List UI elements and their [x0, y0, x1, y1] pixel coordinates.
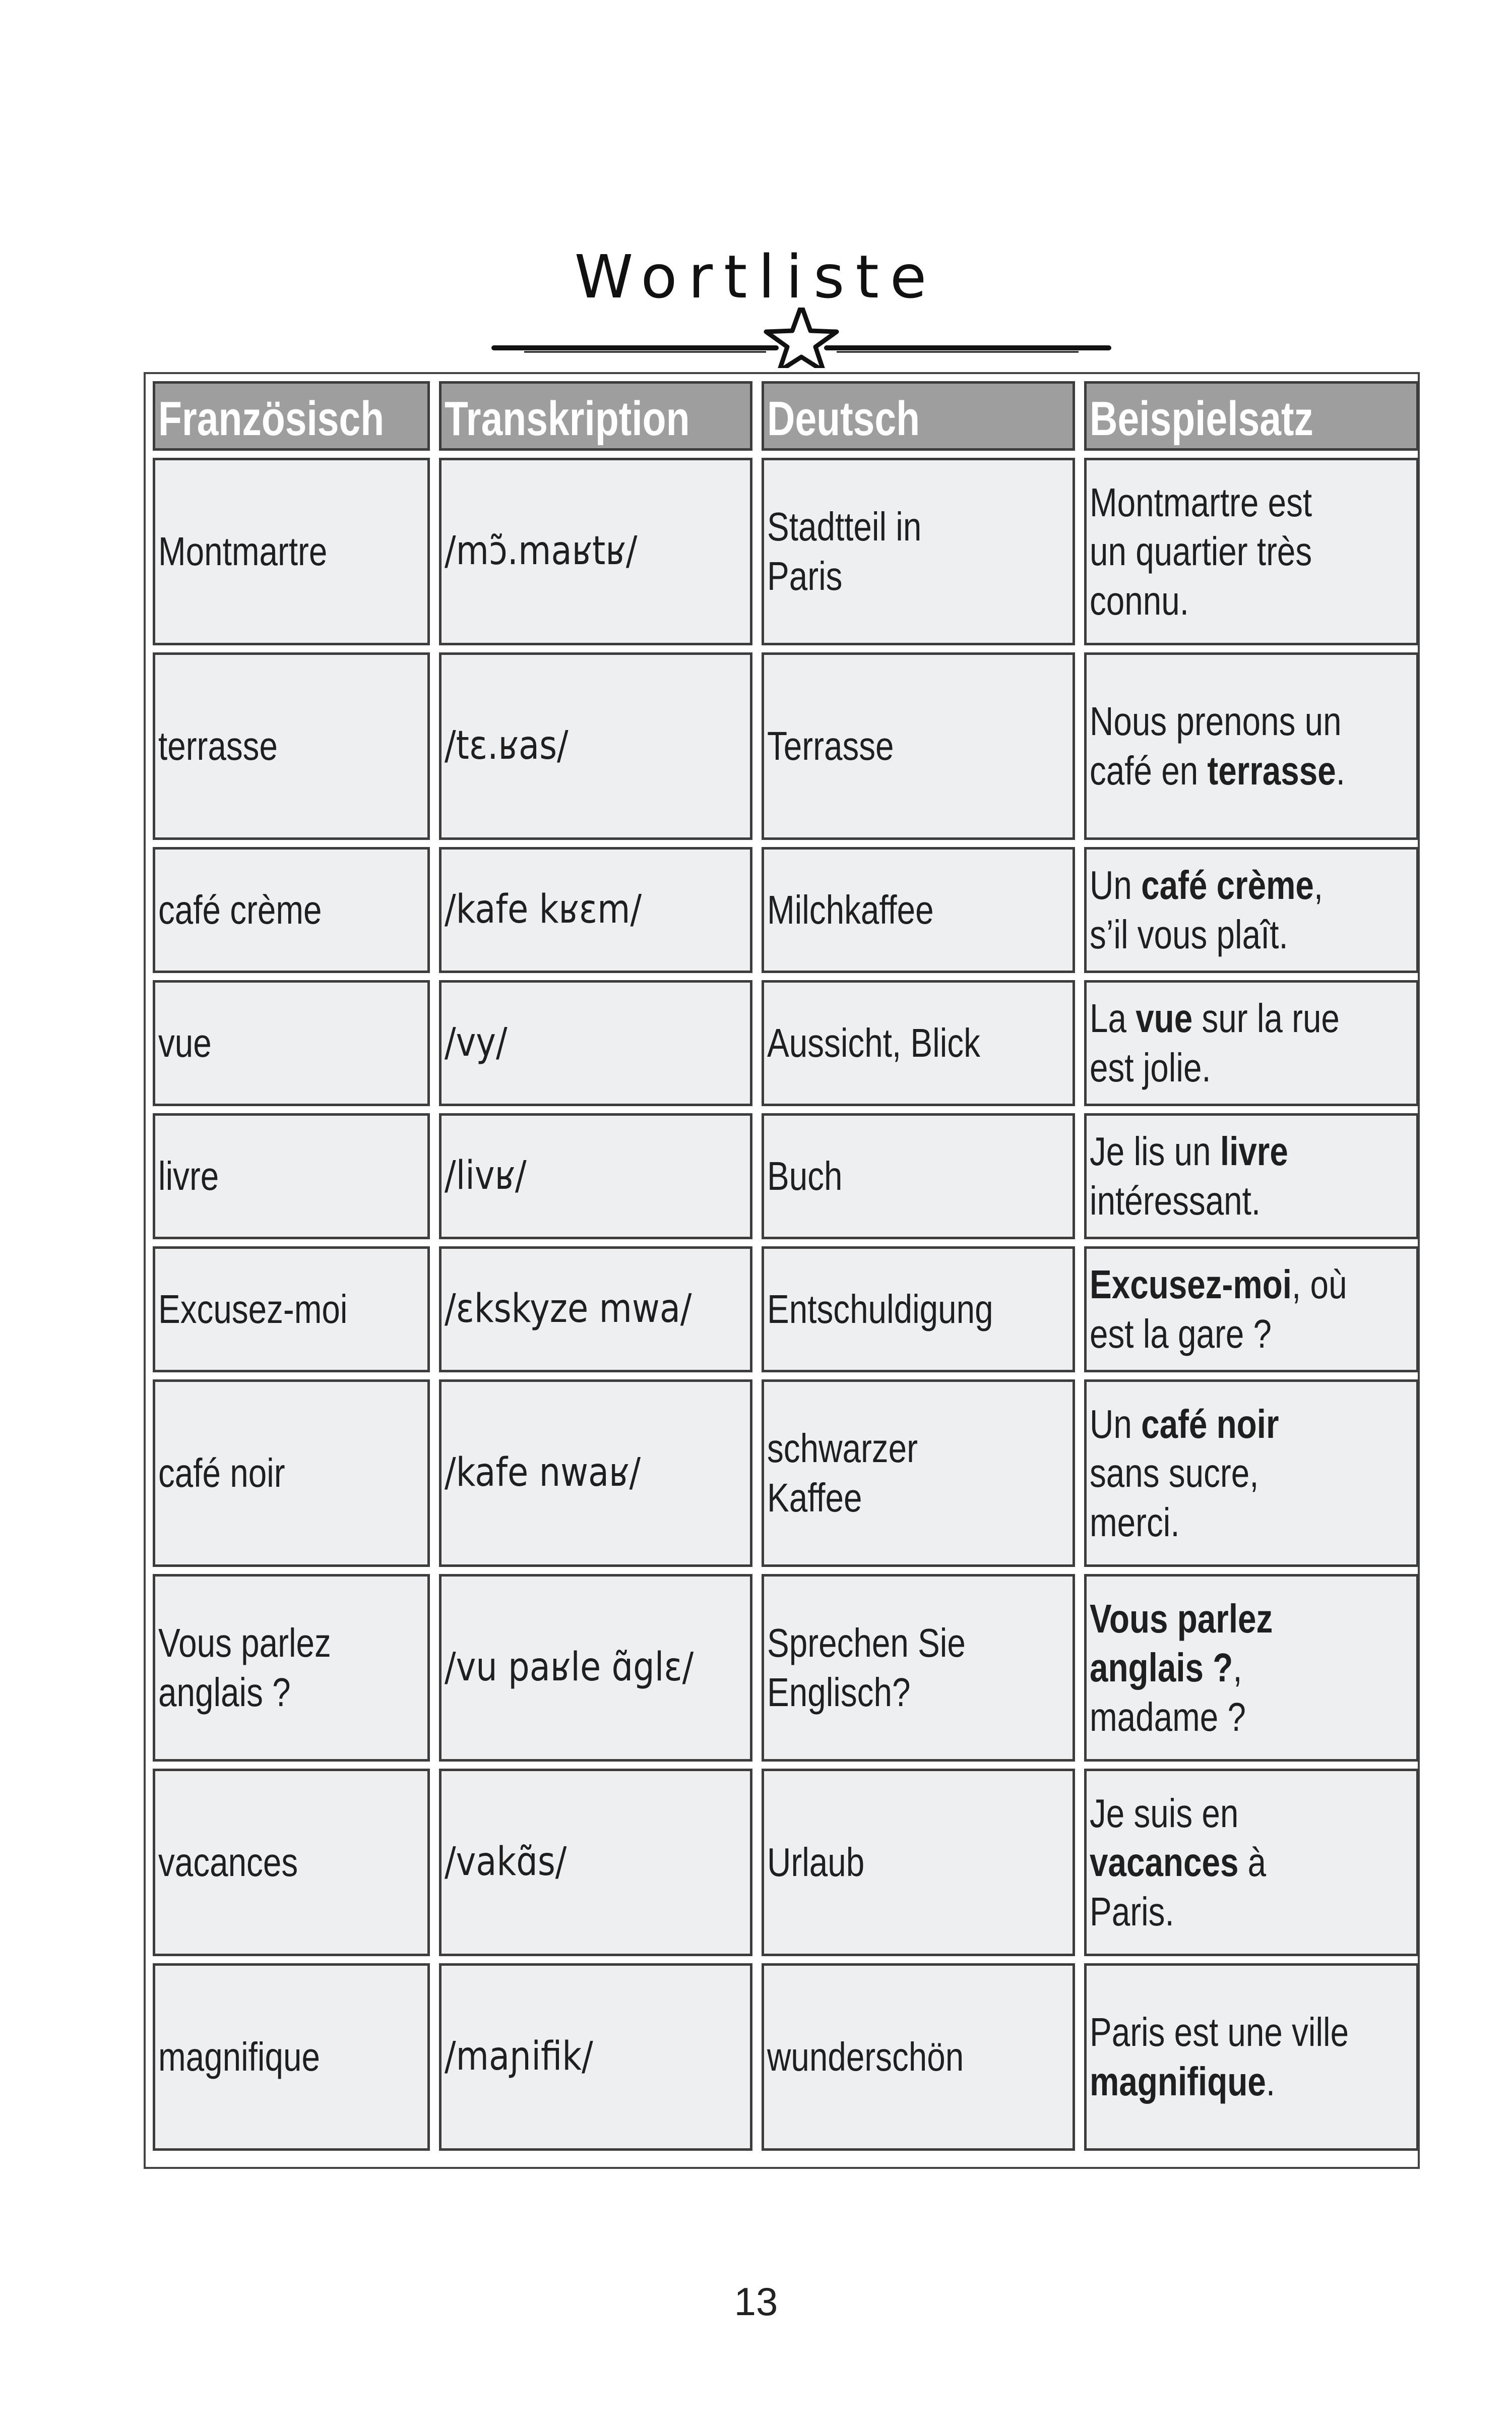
french-word: Vous parlez anglais ?	[153, 1574, 430, 1762]
german-translation: Urlaub	[762, 1769, 1075, 1956]
example-text: Montmartre est un quartier très connu.	[1090, 479, 1312, 623]
french-word: Montmartre	[153, 458, 430, 645]
french-word: livre	[153, 1113, 430, 1239]
french-word: vue	[153, 980, 430, 1106]
example-keyword: café crème	[1141, 863, 1314, 908]
example-text: La	[1090, 996, 1136, 1041]
transcription: /vy/	[439, 980, 752, 1106]
example-text: Un	[1090, 1401, 1142, 1446]
header-example: Beispielsatz	[1084, 381, 1419, 451]
header-german: Deutsch	[762, 381, 1075, 451]
page-title: Wortliste	[574, 242, 938, 312]
example-keyword: vacances	[1090, 1840, 1239, 1885]
example-text: à Paris.	[1090, 1840, 1267, 1934]
example-text: .	[1266, 2059, 1276, 2104]
transcription: /maɲifik/	[439, 1963, 752, 2151]
example-text: Un	[1090, 863, 1142, 908]
german-translation: Buch	[762, 1113, 1075, 1239]
german-translation: wunderschön	[762, 1963, 1075, 2151]
vocabulary-grid	[153, 381, 1411, 2160]
german-translation: Aussicht, Blick	[762, 980, 1075, 1106]
example-sentence	[1084, 652, 1419, 840]
example-sentence	[1084, 1113, 1419, 1239]
example-sentence	[1084, 1246, 1419, 1372]
example-sentence	[1084, 1574, 1419, 1762]
example-keyword: vue	[1136, 996, 1193, 1041]
french-word: Excusez-moi	[153, 1246, 430, 1372]
header-french: Französisch	[153, 381, 430, 451]
vocabulary-table	[144, 372, 1420, 2169]
french-word: magnifique	[153, 1963, 430, 2151]
example-sentence	[1084, 1963, 1419, 2151]
header-transcription: Transkription	[439, 381, 752, 451]
example-keyword: magnifique	[1090, 2059, 1266, 2104]
transcription: /ɛkskyze mwa/	[439, 1246, 752, 1372]
example-text: Nous prenons un café en	[1090, 699, 1342, 793]
german-translation: Milchkaffee	[762, 847, 1075, 973]
transcription: /livʁ/	[439, 1113, 752, 1239]
star-icon	[766, 308, 837, 368]
transcription: /vu paʁle ɑ̃glɛ/	[439, 1574, 752, 1762]
transcription: /kafe nwaʁ/	[439, 1379, 752, 1567]
page-number: 13	[734, 2279, 778, 2324]
german-translation: Stadtteil in Paris	[762, 458, 1075, 645]
french-word: café noir	[153, 1379, 430, 1567]
german-translation: Entschuldigung	[762, 1246, 1075, 1372]
german-translation: Terrasse	[762, 652, 1075, 840]
star-divider-ornament	[484, 308, 1119, 368]
example-text: , s’il vous plaît.	[1090, 863, 1324, 957]
example-text: sans sucre, merci.	[1090, 1450, 1259, 1545]
example-keyword: Excusez-moi	[1090, 1262, 1292, 1307]
example-sentence	[1084, 1769, 1419, 1956]
french-word: terrasse	[153, 652, 430, 840]
transcription: /tɛ.ʁas/	[439, 652, 752, 840]
example-text: , madame ?	[1090, 1645, 1246, 1739]
example-keyword: Vous parlez anglais ?	[1090, 1596, 1273, 1690]
example-text: Je lis un	[1090, 1129, 1220, 1174]
example-text: sur la rue est jolie.	[1090, 996, 1340, 1090]
example-sentence	[1084, 980, 1419, 1106]
example-keyword: terrasse	[1207, 748, 1336, 793]
transcription: /kafe kʁɛm/	[439, 847, 752, 973]
transcription: /mɔ̃.maʁtʁ/	[439, 458, 752, 645]
example-keyword: livre	[1220, 1129, 1288, 1174]
example-text: .	[1336, 748, 1345, 793]
french-word: vacances	[153, 1769, 430, 1956]
german-translation: schwarzer Kaffee	[762, 1379, 1075, 1567]
example-sentence	[1084, 847, 1419, 973]
example-text: Je suis en	[1090, 1790, 1239, 1836]
example-sentence	[1084, 458, 1419, 645]
example-text: intéressant.	[1090, 1178, 1261, 1223]
example-sentence	[1084, 1379, 1419, 1567]
french-word: café crème	[153, 847, 430, 973]
german-translation: Sprechen Sie Englisch?	[762, 1574, 1075, 1762]
example-text: , où est la gare ?	[1090, 1262, 1347, 1356]
example-text: Paris est une ville	[1090, 2010, 1349, 2055]
example-keyword: café noir	[1141, 1401, 1279, 1446]
transcription: /vakɑ̃s/	[439, 1769, 752, 1956]
